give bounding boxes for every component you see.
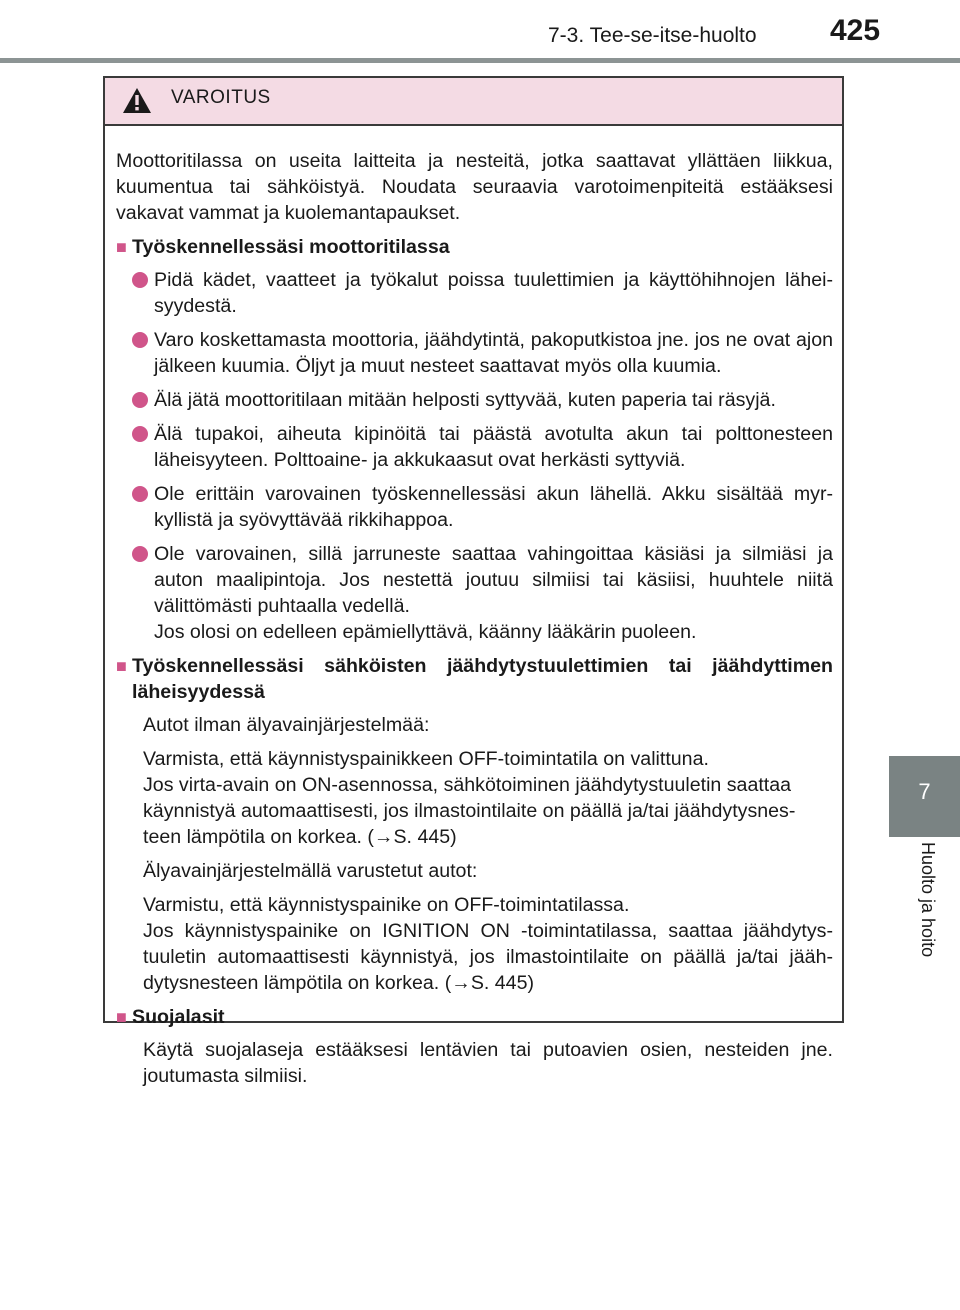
list-item (132, 541, 833, 645)
paragraph-line: Varmista, että käynnistyspainikkeen OFF-toimintatila on valittuna. (143, 748, 709, 770)
round-bullet-icon (132, 332, 148, 348)
warning-triangle-icon (122, 87, 152, 114)
square-bullet-icon: ■ (116, 656, 127, 676)
paragraph: Käytä suojalaseja estääksesi lentävien tai putoavien osien, nesteiden jne. joutumasta silmiisi. (143, 1039, 833, 1087)
section-title (116, 653, 833, 705)
warning-box (103, 76, 844, 1087)
warning-header (105, 78, 842, 126)
header-section-title: 7-3. Tee-se-itse-huolto (548, 24, 757, 47)
warning-title: VAROITUS (171, 87, 271, 108)
paragraph (143, 892, 833, 996)
section-title-text: Työskennellessäsi moottoritilassa (132, 236, 450, 258)
round-bullet-icon (132, 426, 148, 442)
list-item (132, 387, 833, 413)
paragraph (143, 746, 833, 850)
round-bullet-icon (132, 546, 148, 562)
paragraph: Älyavainjärjestelmällä varustetut autot: (143, 860, 478, 882)
warning-intro: Moottoritilassa on useita laitteita ja nesteitä, jotka saattavat yllättäen liikkua, kuumentua tai sähköistyä. Noudata seuraavia varotoimenpiteitä estääksesi vakavat vammat ja kuolemantapaukset. (116, 150, 833, 224)
section-title (116, 1004, 833, 1030)
header-rule (0, 58, 960, 63)
square-bullet-icon: ■ (116, 237, 127, 257)
section-title-text: Suojalasit (132, 1006, 225, 1028)
chapter-label: Huolto ja hoito (918, 842, 938, 958)
page-number: 425 (830, 14, 881, 47)
square-bullet-icon: ■ (116, 1007, 127, 1027)
paragraph-line: Jos virta-avain on ON-asennossa, sähkötoiminen jäähdytystuuletin saattaa käynnistyä automaattisesti, jos ilmastointilaite on päällä ja/tai jäähdytysnes-teen lämpötila on korkea. (→S. 445) (143, 774, 796, 848)
warning-body (105, 126, 842, 1089)
round-bullet-icon (132, 486, 148, 502)
paragraph: Autot ilman älyavainjärjestelmää: (143, 714, 430, 736)
list-item-text: Pidä kädet, vaatteet ja työkalut poissa tuulettimien ja käyttöhihnojen lähei-syydestä. (154, 269, 833, 317)
list-item-text: Älä jätä moottoritilaan mitään helposti syttyvää, kuten paperia tai räsyjä. (154, 389, 776, 411)
list-item-text: Varo koskettamasta moottoria, jäähdytintä, pakoputkistoa jne. jos ne ovat ajon jälkeen kuumia. Öljyt ja muut nesteet saattavat myös olla kuumia. (154, 329, 833, 377)
list-item (132, 327, 833, 379)
paragraph-line: Varmistu, että käynnistyspainike on OFF-toimintatilassa. (143, 894, 630, 916)
section-title-text: Työskennellessäsi sähköisten jäähdytystuulettimien tai jäähdyttimen läheisyydessä (132, 655, 833, 703)
chapter-number: 7 (918, 779, 931, 804)
chapter-tab (889, 756, 960, 837)
paragraph-line: Jos käynnistyspainike on IGNITION ON -toimintatilassa, saattaa jäähdytys-tuuletin automaattisesti käynnistyä, jos ilmastointilaite on päällä ja/tai jääh-dytysnesteen lämpötila on korkea. (→S. 445) (143, 920, 833, 994)
round-bullet-icon (132, 272, 148, 288)
list-item (132, 481, 833, 533)
list-item-text: Ole erittäin varovainen työskennellessäsi akun lähellä. Akku sisältää myr-kyllistä ja syövyttävää rikkihappoa. (154, 483, 833, 531)
list-item-text (154, 541, 833, 645)
list-item-text-part: Jos olosi on edelleen epämiellyttävä, käänny lääkärin puoleen. (154, 621, 697, 643)
list-item-text-part: Ole varovainen, sillä jarruneste saattaa vahingoittaa käsiäsi ja silmiäsi ja auton maalipintoja. Jos nestettä joutuu silmiisi tai käsiisi, huuhtele niitä välittömästi puhtaalla vedellä. (154, 543, 833, 617)
round-bullet-icon (132, 392, 148, 408)
list-item (132, 421, 833, 473)
section-title (116, 234, 833, 260)
list-item-text: Älä tupakoi, aiheuta kipinöitä tai päästä avotulta akun tai polttonesteen läheisyyteen. Polttoaine- ja akkukaasut ovat herkästi syttyviä. (154, 423, 833, 471)
list-item (132, 267, 833, 319)
